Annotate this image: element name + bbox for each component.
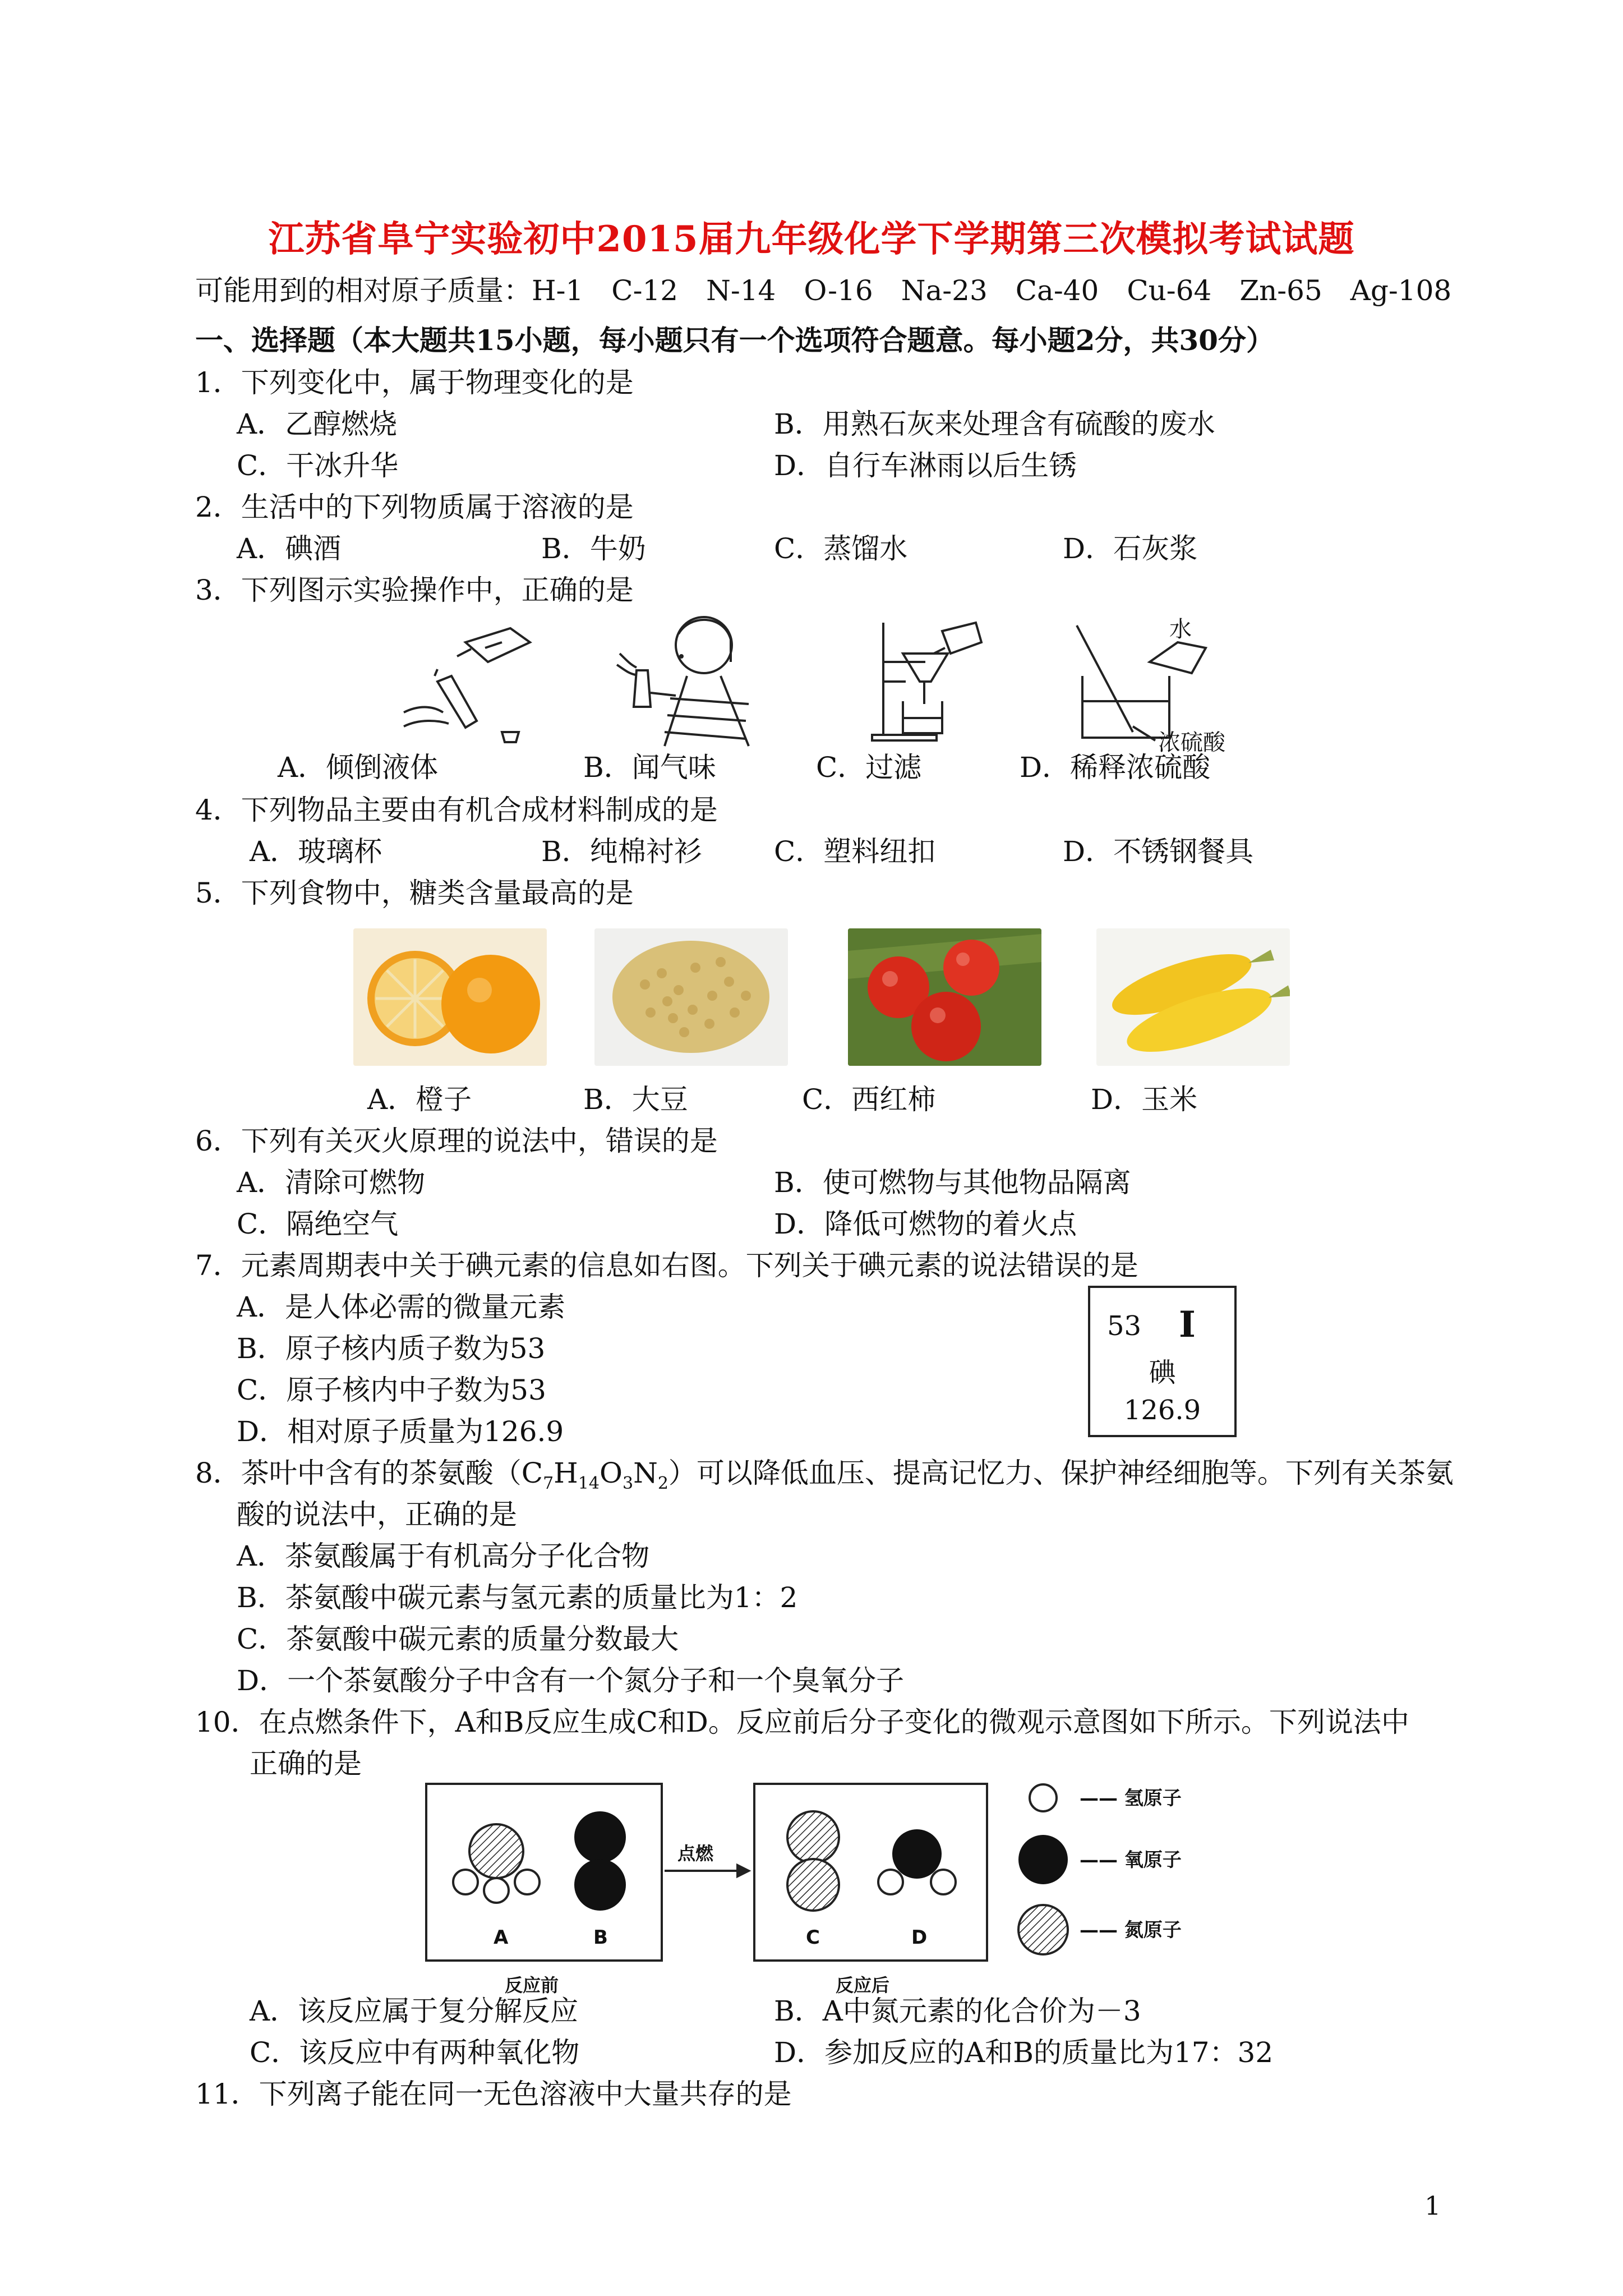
element-name: 碘 xyxy=(1149,1357,1176,1388)
tomato-photo xyxy=(848,928,1041,1066)
q2-option-d: D．石灰浆 xyxy=(1063,532,1198,565)
before-label: 反应前 xyxy=(505,1975,559,1996)
q8-stem-continued: 酸的说法中，正确的是 xyxy=(237,1498,517,1531)
q10-stem: 10．在点燃条件下，A和B反应生成C和D。反应前后分子变化的微观示意图如下所示。下列说法中 xyxy=(195,1706,1409,1738)
q7-stem: 7．元素周期表中关于碘元素的信息如右图。下列关于碘元素的说法错误的是 xyxy=(195,1249,1138,1282)
q1-option-d: D．自行车淋雨以后生锈 xyxy=(774,449,1077,482)
q8-option-c: C．茶氨酸中碳元素的质量分数最大 xyxy=(237,1623,679,1655)
q2-stem: 2．生活中的下列物质属于溶液的是 xyxy=(195,491,634,523)
dilute-acid-figure xyxy=(1066,609,1256,754)
q10-option-b: B．A中氮元素的化合价为－3 xyxy=(774,1995,1141,2027)
smelling-gas-figure xyxy=(597,609,766,754)
corn-photo xyxy=(1096,928,1290,1066)
q1-option-c: C．干冰升华 xyxy=(237,449,399,482)
atomic-number: 53 xyxy=(1107,1310,1142,1342)
page-title: 江苏省阜宁实验初中2015届九年级化学下学期第三次模拟考试试题 xyxy=(268,218,1355,260)
q6-option-b: B．使可燃物与其他物品隔离 xyxy=(774,1166,1131,1199)
reaction-micro-diagram xyxy=(415,1775,1335,2005)
molecule-d-label: D xyxy=(911,1926,928,1949)
q3-option-a: A．倾倒液体 xyxy=(278,751,439,784)
q5-option-c: C．西红柿 xyxy=(802,1083,936,1116)
molecule-a-label: A xyxy=(494,1926,509,1949)
after-label: 反应后 xyxy=(836,1975,890,1996)
q8-option-a: A．茶氨酸属于有机高分子化合物 xyxy=(237,1540,650,1572)
section-heading: 一、选择题（本大题共15小题，每小题只有一个选项符合题意。每小题2分，共30分） xyxy=(195,324,1274,357)
q5-stem: 5．下列食物中，糖类含量最高的是 xyxy=(195,877,634,909)
q2-option-a: A．碘酒 xyxy=(237,532,342,565)
soybean-photo xyxy=(594,928,788,1066)
q10-option-d: D．参加反应的A和B的质量比为17：32 xyxy=(774,2036,1274,2069)
q5-option-d: D．玉米 xyxy=(1091,1083,1198,1116)
q5-option-a: A．橙子 xyxy=(367,1083,472,1116)
page-number: 1 xyxy=(1424,2191,1441,2221)
q4-option-c: C．塑料纽扣 xyxy=(774,835,936,868)
q11-stem: 11．下列离子能在同一无色溶液中大量共存的是 xyxy=(195,2078,792,2110)
q4-stem: 4．下列物品主要由有机合成材料制成的是 xyxy=(195,794,718,826)
q4-option-d: D．不锈钢餐具 xyxy=(1063,835,1254,868)
element-symbol: I xyxy=(1179,1304,1196,1346)
atomic-masses: 可能用到的相对原子质量：H-1 C-12 N-14 O-16 Na-23 Ca-40 Cu-64 Zn-65 Ag-108 xyxy=(195,274,1452,307)
q6-option-d: D．降低可燃物的着火点 xyxy=(774,1208,1077,1240)
acid-label: 浓硫酸 xyxy=(1158,730,1225,754)
q7-option-d: D．相对原子质量为126.9 xyxy=(237,1415,564,1448)
q8-stem: 8．茶叶中含有的茶氨酸$(C_7H_{14}O_3N_2)$可以降低血压、提高记忆力、保护神经细胞等。下列有关茶氨 xyxy=(195,1457,1454,1493)
q2-option-b: B．牛奶 xyxy=(541,532,646,565)
q8-option-b: B．茶氨酸中碳元素与氢元素的质量比为1：2 xyxy=(237,1581,798,1614)
water-label: 水 xyxy=(1169,616,1192,642)
q3-option-d: D．稀释浓硫酸 xyxy=(1020,751,1211,784)
q10-stem-continued: 正确的是 xyxy=(250,1747,362,1780)
q5-option-b: B．大豆 xyxy=(583,1083,688,1116)
q3-option-c: C．过滤 xyxy=(816,751,922,784)
q3-option-b: B．闻气味 xyxy=(583,751,716,784)
molecule-c-label: C xyxy=(806,1926,820,1949)
q7-option-c: C．原子核内中子数为53 xyxy=(237,1374,546,1406)
q3-stem: 3．下列图示实验操作中，正确的是 xyxy=(195,574,634,606)
q7-option-b: B．原子核内质子数为53 xyxy=(237,1332,546,1365)
orange-photo xyxy=(353,928,547,1066)
q4-option-a: A．玻璃杯 xyxy=(250,835,382,868)
q10-option-a: A．该反应属于复分解反应 xyxy=(250,1995,579,2027)
legend-oxygen: —— 氧原子 xyxy=(1080,1849,1182,1871)
legend-nitrogen: —— 氮原子 xyxy=(1080,1919,1182,1941)
q1-stem: 1．下列变化中，属于物理变化的是 xyxy=(195,366,634,399)
q10-option-c: C．该反应中有两种氧化物 xyxy=(250,2036,580,2069)
q7-option-a: A．是人体必需的微量元素 xyxy=(237,1291,566,1323)
q1-option-a: A．乙醇燃烧 xyxy=(237,408,398,440)
atomic-mass: 126.9 xyxy=(1123,1395,1201,1426)
q4-option-b: B．纯棉衬衫 xyxy=(541,835,702,868)
q1-option-b: B．用熟石灰来处理含有硫酸的废水 xyxy=(774,408,1215,440)
q6-option-a: A．清除可燃物 xyxy=(237,1166,426,1199)
legend-hydrogen: —— 氢原子 xyxy=(1080,1787,1182,1810)
filtration-figure xyxy=(858,609,1026,754)
ignite-label: 点燃 xyxy=(677,1843,714,1864)
q8-option-d: D．一个茶氨酸分子中含有一个氮分子和一个臭氧分子 xyxy=(237,1664,905,1697)
q2-option-c: C．蒸馏水 xyxy=(774,532,908,565)
iodine-element-card xyxy=(1088,1286,1237,1437)
molecule-b-label: B xyxy=(593,1926,608,1949)
q6-option-c: C．隔绝空气 xyxy=(237,1208,399,1240)
pouring-liquid-figure xyxy=(381,609,550,754)
q6-stem: 6．下列有关灭火原理的说法中，错误的是 xyxy=(195,1125,718,1157)
